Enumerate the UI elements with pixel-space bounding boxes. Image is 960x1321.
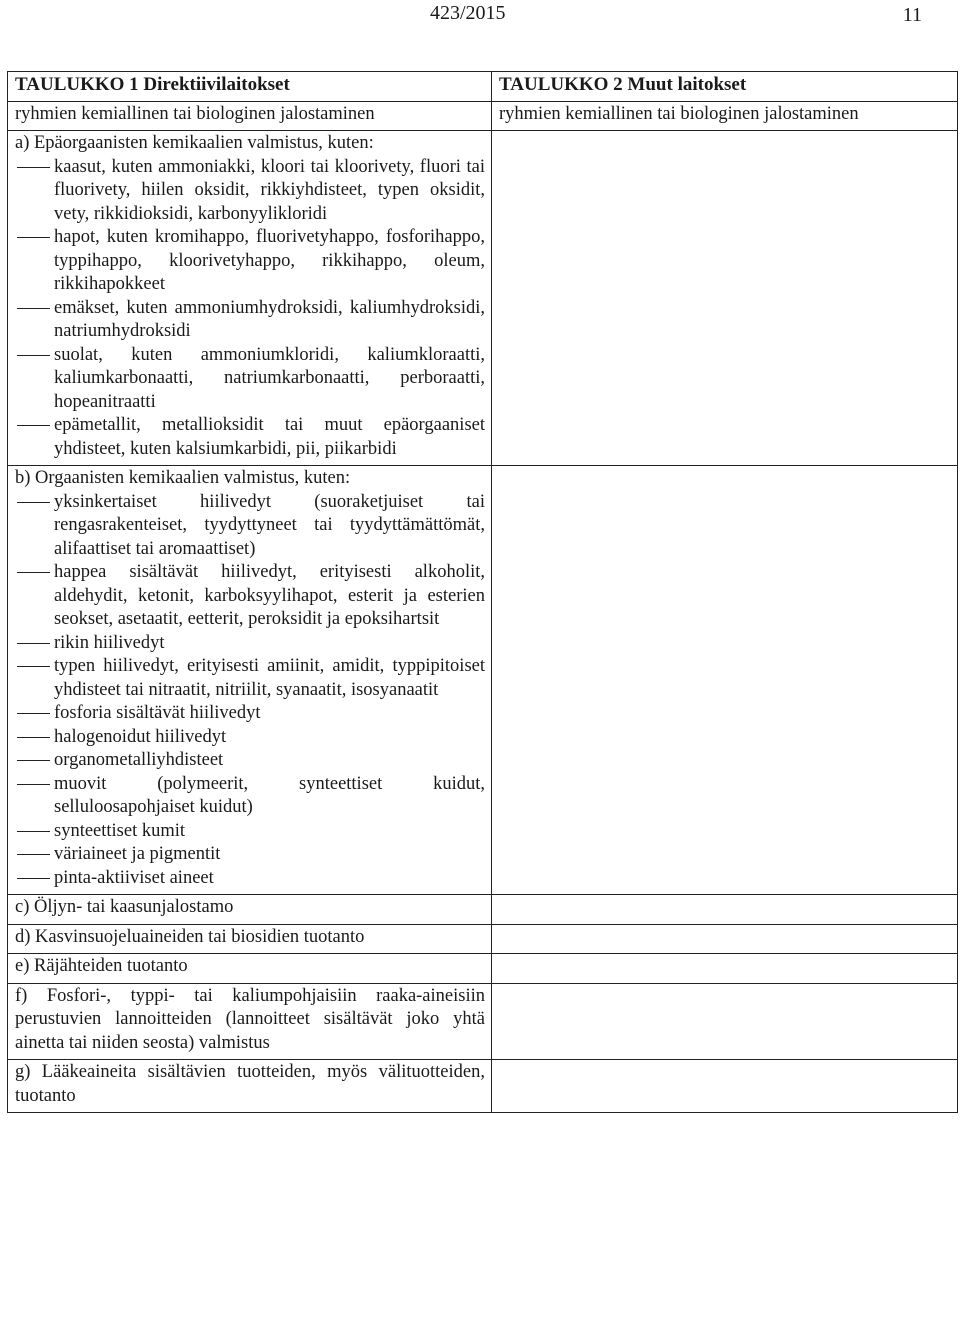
group-cell (8, 131, 492, 466)
list-item (15, 749, 485, 773)
list-item-text: väriaineet ja pigmentit (54, 844, 221, 864)
table-title-row (8, 72, 958, 102)
table1-title: TAULUKKO 1 Direktiivilaitokset (8, 72, 492, 102)
list-item (15, 843, 485, 867)
table-row (8, 954, 958, 984)
list-item (15, 491, 485, 562)
dash-bullet (15, 226, 54, 249)
empty-cell (492, 924, 958, 954)
facilities-table (7, 71, 958, 1113)
list-item (15, 702, 485, 726)
dash-bullet (15, 749, 54, 772)
list-item-text: yksinkertaiset hiilivedyt (suoraketjuiset tai rengasrakenteiset, tyydyttyneet tai tyydyttämättömät, alifaattiset tai aromaattiset) (54, 491, 485, 559)
table2-title: TAULUKKO 2 Muut laitokset (492, 72, 958, 102)
empty-cell (492, 954, 958, 984)
list-item (15, 156, 485, 227)
list-item (15, 820, 485, 844)
table-row (8, 1060, 958, 1113)
group-label: b) Orgaanisten kemikaalien valmistus, kuten: (15, 468, 351, 488)
list-item (15, 867, 485, 891)
list-item (15, 414, 485, 461)
list-item (15, 561, 485, 632)
list-item-text: typen hiilivedyt, erityisesti amiinit, amidit, typpipitoiset yhdisteet tai nitraatit, nitriilit, syanaatit, isosyanaatit (54, 656, 485, 700)
dash-bullet (15, 820, 54, 843)
group-cell (8, 466, 492, 895)
dash-bullet (15, 773, 54, 796)
dash-bullet (15, 414, 54, 437)
group-cell (8, 895, 492, 925)
group-label: c) Öljyn- tai kaasunjalostamo (15, 897, 234, 917)
list-item (15, 344, 485, 415)
dash-bullet (15, 561, 54, 584)
dash-bullet (15, 156, 54, 179)
dash-bullet (15, 344, 54, 367)
list-item (15, 655, 485, 702)
page-number: 11 (902, 4, 922, 26)
dash-bullet (15, 702, 54, 725)
table-row (8, 895, 958, 925)
group-cell (8, 1060, 492, 1113)
dash-bullet (15, 297, 54, 320)
empty-cell (492, 1060, 958, 1113)
group-label: a) Epäorgaanisten kemikaalien valmistus, kuten: (15, 133, 374, 153)
dash-bullet (15, 491, 54, 514)
list-item-text: happea sisältävät hiilivedyt, erityisesti alkoholit, aldehydit, ketonit, karboksyylihapot, esterit ja esterien seokset, asetaatit, eetterit, peroksidit ja epoksihartsit (54, 562, 485, 629)
table-row (8, 983, 958, 1060)
list-item-text: kaasut, kuten ammoniakki, kloori tai kloorivety, fluori tai fluorivety, hiilen oksidit, rikkiyhdisteet, typen oksidit, vety, rikkidioksidi, karbonyylikloridi (54, 156, 485, 224)
group-cell (8, 954, 492, 984)
table1-column-header: ryhmien kemiallinen tai biologinen jalostaminen (8, 101, 492, 131)
list-item-text: epämetallit, metallioksidit tai muut epäorgaaniset yhdisteet, kuten kalsiumkarbidi, pii, piikarbidi (54, 415, 485, 459)
page-header (0, 0, 960, 40)
table-row (8, 131, 958, 466)
list-item-text: organometalliyhdisteet (54, 750, 224, 770)
dash-bullet (15, 843, 54, 866)
list-item-text: rikin hiilivedyt (54, 632, 165, 653)
group-label: g) Lääkeaineita sisältävien tuotteiden, myös välituotteiden, tuotanto (15, 1062, 485, 1106)
table-row (8, 924, 958, 954)
dash-bullet (15, 867, 54, 890)
group-label: d) Kasvinsuojeluaineiden tai biosidien tuotanto (15, 926, 365, 947)
list-item (15, 226, 485, 297)
list-item-text: suolat, kuten ammoniumkloridi, kaliumkloraatti, kaliumkarbonaatti, natriumkarbonaatti, perboraatti, hopeanitraatti (54, 344, 485, 412)
document-number: 423/2015 (430, 2, 506, 24)
list-item-text: muovit (polymeerit, synteettiset kuidut, selluloosapohjaiset kuidut) (54, 773, 485, 817)
dash-bullet (15, 726, 54, 749)
list-item (15, 726, 485, 750)
group-cell (8, 983, 492, 1060)
list-item-text: fosforia sisältävät hiilivedyt (54, 703, 261, 723)
list-item (15, 773, 485, 820)
group-label: e) Räjähteiden tuotanto (15, 956, 188, 976)
empty-cell (492, 466, 958, 895)
empty-cell (492, 131, 958, 466)
list-item-text: emäkset, kuten ammoniumhydroksidi, kaliumhydroksidi, natriumhydroksidi (54, 297, 485, 341)
group-cell (8, 924, 492, 954)
list-item-text: pinta-aktiiviset aineet (54, 867, 214, 888)
list-item (15, 632, 485, 656)
dash-bullet (15, 655, 54, 678)
empty-cell (492, 895, 958, 925)
dash-bullet (15, 632, 54, 655)
table2-column-header: ryhmien kemiallinen tai biologinen jalostaminen (492, 101, 958, 131)
group-label: f) Fosfori-, typpi- tai kaliumpohjaisiin raaka-aineisiin perustuvien lannoitteiden (lannoitteet sisältävät joko yhtä ainetta tai niiden seosta) valmistus (15, 985, 485, 1053)
list-item (15, 297, 485, 344)
table-row (8, 466, 958, 895)
list-item-text: hapot, kuten kromihappo, fluorivetyhappo, fosforihappo, typpihappo, kloorivetyhappo, rikkihappo, oleum, rikkihapokkeet (54, 227, 485, 294)
list-item-text: synteettiset kumit (54, 820, 186, 841)
list-item-text: halogenoidut hiilivedyt (54, 726, 227, 747)
empty-cell (492, 983, 958, 1060)
column-header-row (8, 101, 958, 131)
